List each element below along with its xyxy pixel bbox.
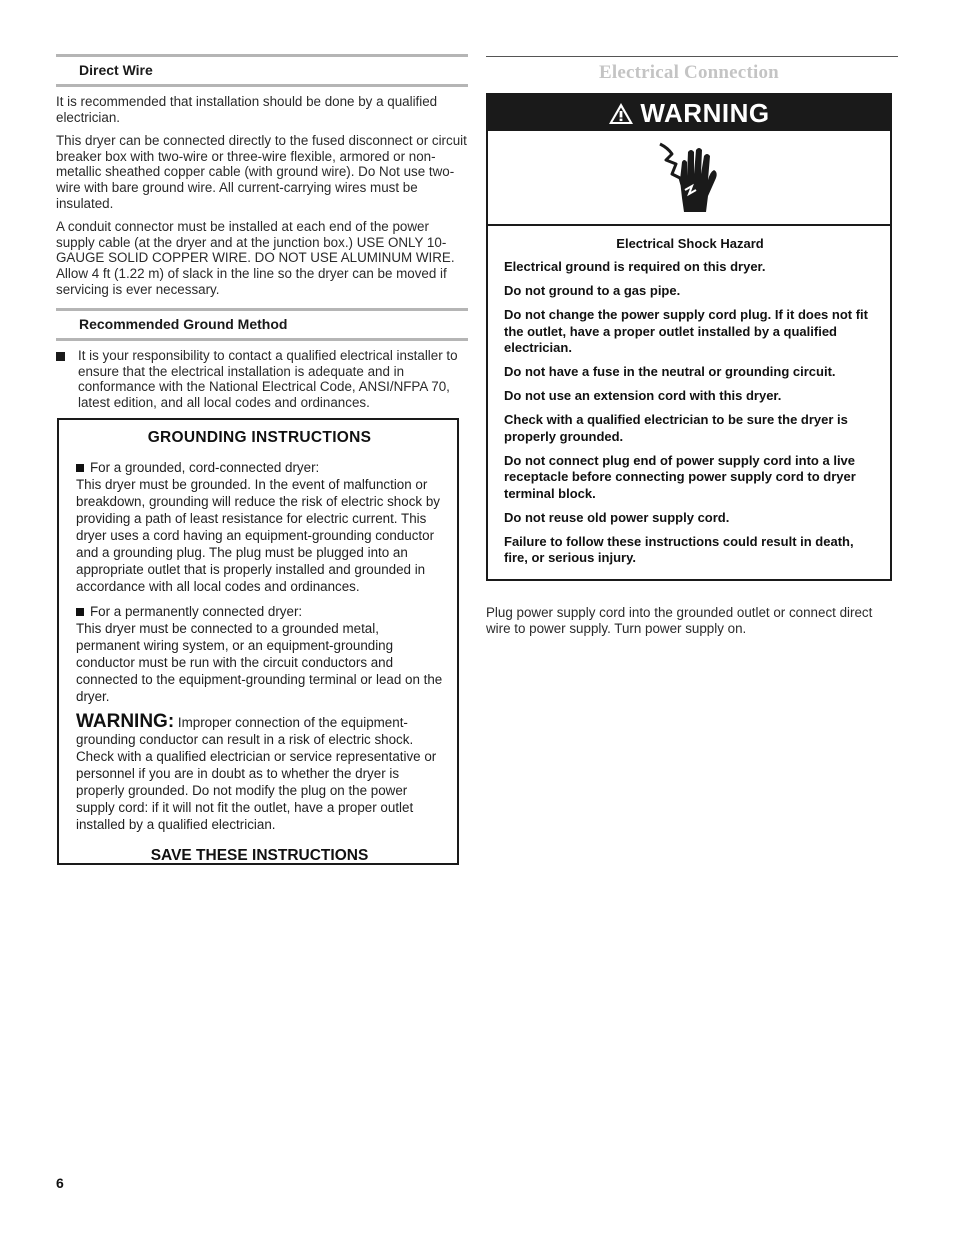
shock-icon-panel (488, 131, 890, 226)
warning-line: Check with a qualified electrician to be sure the dryer is properly grounded. (504, 412, 848, 444)
direct-wire-heading: Direct Wire (56, 54, 468, 87)
warning-line: Do not change the power supply cord plug. If it does not fit the outlet, have a proper outlet installed by a qualified electrician. (504, 307, 868, 355)
grounding-bullet-1-text: This dryer must be grounded. In the event of malfunction or breakdown, grounding will reduce the risk of electric shock by providing a path of least resistance for electric current. This dryer uses a cord having an equipment-grounding conductor and a grounding plug. The plug must be plugged into an appropriate outlet that is properly installed and grounded in accordance with all local codes and ordinances. (76, 477, 440, 594)
grounding-warning-paragraph (76, 713, 443, 833)
ground-method-heading: Recommended Ground Method (56, 308, 468, 341)
grounding-instructions-box (57, 418, 459, 865)
direct-wire-paragraph-3: A conduit connector must be installed at each end of the power supply cable (at the dryer and at the junction box.) USE ONLY 10-GAUGE SOLID COPPER WIRE. DO NOT USE ALUMINUM WIRE. Allow 4 ft (1.22 m) of slack in the line so the dryer can be moved if servicing is ever necessary. (56, 219, 455, 297)
warning-box (486, 93, 892, 581)
square-bullet-icon (76, 464, 84, 472)
page-number: 6 (56, 1175, 64, 1191)
left-column (56, 54, 468, 411)
ground-method-bullet-text: It is your responsibility to contact a qualified electrical installer to ensure that the electrical installation is adequate and in conformance with the National Electrical Code, ANSI/NFPA 70, latest edition, and all local codes and ordinances. (78, 348, 458, 410)
warning-body (488, 226, 890, 567)
grounding-box-title: GROUNDING INSTRUCTIONS (147, 429, 372, 446)
section-divider (486, 56, 898, 57)
save-instructions-label: SAVE THESE INSTRUCTIONS (150, 847, 369, 864)
grounding-warning-word: WARNING: (76, 711, 175, 732)
square-bullet-icon (56, 352, 65, 361)
ground-method-bullet (56, 348, 468, 410)
warning-line: Do not connect plug end of power supply cord into a live receptacle before connecting power supply cord to dryer terminal block. (504, 452, 856, 501)
grounding-bullet-2-label: For a permanently connected dryer: (90, 604, 303, 619)
grounding-bullet-2 (76, 603, 443, 620)
warning-line: Do not have a fuse in the neutral or grounding circuit. (504, 364, 836, 379)
right-column (486, 56, 898, 84)
square-bullet-icon (76, 608, 84, 616)
electrical-connection-title: Electrical Connection (599, 62, 779, 83)
warning-banner-text: WARNING (640, 97, 770, 128)
hazard-heading: Electrical Shock Hazard (616, 236, 764, 251)
electrical-shock-hand-icon (654, 140, 724, 216)
grounding-bullet-1 (76, 459, 443, 476)
warning-line: Failure to follow these instructions could result in death, fire, or serious injury. (504, 533, 854, 565)
grounding-bullet-1-label: For a grounded, cord-connected dryer: (90, 460, 320, 475)
direct-wire-paragraph-2: This dryer can be connected directly to the fused disconnect or circuit breaker box with two-wire or three-wire flexible, armored or non-metallic sheathed copper cable (with ground wire). Do Not use two-wire with bare ground wire. All current-carrying wires must be insulated. (56, 133, 467, 211)
grounding-warning-text: Improper connection of the equipment-grounding conductor can result in a risk of electric shock. Check with a qualified electrician or service representative or personnel if you are in doubt as to whether the dryer is properly grounded. Do not modify the plug on the power supply cord: if it will not fit the outlet, have a proper outlet installed by a qualified electrician. (76, 715, 437, 832)
grounding-bullet-2-text: This dryer must be connected to a grounded metal, permanent wiring system, or an equipment-grounding conductor must be run with the circuit conductors and connected to the equipment-grounding terminal or lead on the dryer. (76, 621, 443, 704)
warning-banner (488, 95, 890, 131)
warning-line: Do not reuse old power supply cord. (504, 509, 730, 525)
warning-line: Do not use an extension cord with this dryer. (504, 388, 782, 403)
warning-line: Do not ground to a gas pipe. (504, 283, 681, 298)
warning-line: Electrical ground is required on this dryer. (504, 259, 766, 274)
direct-wire-paragraph-1: It is recommended that installation should be done by a qualified electrician. (56, 94, 438, 125)
plug-in-instructions: Plug power supply cord into the grounded outlet or connect direct wire to power supply. Turn power supply on. (486, 605, 873, 636)
warning-triangle-icon (608, 102, 634, 125)
